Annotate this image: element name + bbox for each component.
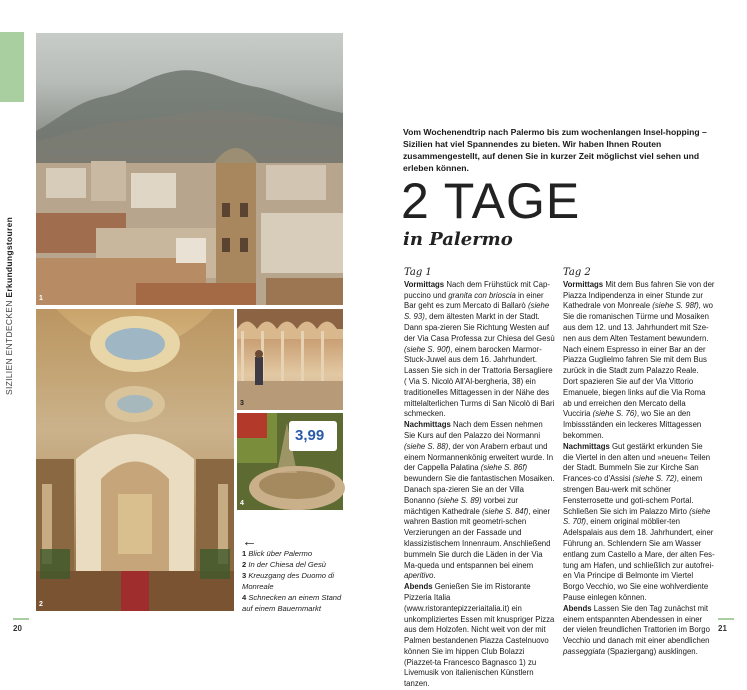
- day1-heading: Tag 1: [404, 267, 432, 278]
- section-label-bold: Erkundungstouren: [4, 216, 14, 298]
- photo-palermo-skyline: [36, 33, 343, 305]
- day1-abends: Abends Genießen Sie im Ristorante Pizzeria Italia (www.ristorantepizzeriaitalia.it) ein unkompliziertes Essen mit knuspriger Pizza aus dem Holzofen. Nicht weit von der mit Palmen bestandenen Piazza Castelnuovo können Sie im hippen Club Bolazzi (Piazzet-ta Francesco Bagnasco 1) zu Livemusik von italienischen Künstlern tanzen.: [404, 582, 555, 689]
- photo-captions: [242, 548, 352, 614]
- intro-text: Vom Wochenendtrip nach Palermo bis zum wochenlangen Insel-hopping – Sizilien hat viel Spannendes zu bieten. Wir haben Ihnen Routen zusammengestellt, auf denen Sie in kurzer Zeit möglichst viel sehen und erleben können.: [403, 127, 707, 173]
- day2-vormittags: Vormittags Mit dem Bus fahren Sie von der Piazza Indipendenza in einer Stunde zur Kathedrale von Monreale (siehe S. 98f), wo Sie die romanischen Türme und Mosaiken aus dem 12. und 13. Jahrhundert mit Sze-nen aus dem Alten Testament bewundern. Nach einem Espresso in einer Bar an der Piazza Guglielmo fahren Sie mit dem Bus zurück in die Stadt zum Palazzo Reale. Dort spazieren Sie auf der Via Vittorio Emanuele, biegen links auf die Via Roma ab und erreichen den Mercato della Vucciria (siehe S. 76), wo Sie an den Imbissständen ein leckeres Mittagessen bekommen.: [563, 279, 715, 440]
- day2-heading: Tag 2: [563, 267, 591, 278]
- caption-item: 3 Kreuzgang des Duomo di Monreale: [242, 571, 335, 591]
- day1-nachmittags: Nachmittags Nach dem Essen nehmen Sie Kurs auf den Palazzo dei Normanni (siehe S. 88), der von Arabern erbaut und einem Normannenkönig erweitert wurde. In der Cappella Palatina (siehe S. 86f) bewundern Sie die fantastischen Mosaiken. Danach spa-zieren Sie an der Villa Bonanno (siehe S. 89) vorbei zur mächtigen Kathedrale (siehe S. 84f), einer wahren Bastion mit geometri-schen Verzierungen an der Fassade und klassizistischem Innenraum. Anschließend bummeln Sie durch die Läden in der Via Ma-queda und entspannen bei einem aperitivo.: [404, 420, 555, 581]
- price-sign: 3,99: [295, 427, 325, 444]
- day2-column: [563, 268, 715, 658]
- cloister-graphic: [237, 309, 343, 410]
- section-label-light: SIZILIEN ENTDECKEN: [4, 300, 14, 395]
- caption-item: 1 Blick über Palermo: [242, 549, 313, 558]
- section-tab: [0, 32, 24, 102]
- page-num-rule-left: [13, 618, 29, 620]
- photo-chiesa-del-gesu: [36, 309, 234, 611]
- section-label: [4, 216, 20, 395]
- page-number-right: 21: [718, 624, 727, 633]
- page-subtitle: in Palermo: [403, 229, 513, 250]
- market-graphic: [237, 413, 343, 510]
- arrow-left-icon: ←: [242, 533, 257, 550]
- page-title: 2 TAGE: [401, 173, 581, 229]
- photo-schnecken-markt: [237, 413, 343, 510]
- photo-number: 2: [39, 601, 43, 608]
- day1-column: [404, 268, 556, 690]
- caption-item: 4 Schnecken an einem Stand auf einem Bauernmarkt: [242, 593, 342, 613]
- page-number-left: 20: [13, 624, 22, 633]
- day1-vormittags: Vormittags Nach dem Frühstück mit Cap-puccino und granita con brioscia in einer Bar geht es zum Mercato di Ballarò (siehe S. 93), dem ältesten Markt in der Stadt. Dann spa-zieren Sie Richtung Westen auf der Via Casa Professa zur Chiesa del Gesù (siehe S. 90f), einem barocken Marmor-Stuck-Juwel aus dem 16. Jahrhundert. Lassen Sie sich in der Trattoria Bersagliere ( Via S. Nicolò All'Al-bergheria, 38) ein traditionelles Mittagessen in der Nähe des mittelalterlichen Turms di San Nicolò di Bari schmecken.: [404, 279, 555, 419]
- photo-number: 1: [39, 295, 43, 302]
- photo-kreuzgang-monreale: [237, 309, 343, 410]
- day2-nachmittags: Nachmittags Gut gestärkt erkunden Sie die Viertel in den alten und »neuen« Teilen der Stadt. Bummeln Sie zur Kirche San Frances-co d'Assisi (siehe S. 72), einem strengen Bau-werk mit schöner Fensterrosette und goti-schem Portal. Schließen Sie sich im Palazzo Mirto (siehe S. 70f), einem original möblier-ten Adelspalais aus dem 18. Jahrhundert, einer Führung an. Schlendern Sie am Wasser entlang zum Castello a Mare, der alten Fes-tung am Hafen, und schließlich zur autofrei-en Via Principe di Belmonte im Viertel Borgo Vecchio, wo Sie eine wohlverdiente Pause einlegen können.: [563, 441, 715, 602]
- day2-abends: Abends Lassen Sie den Tag zunächst mit einem entspannten Abendessen in einer der vielen freundlichen Trattorien im Borgo Vecchio und danach mit einer abendlichen passeggiata (Spaziergang) ausklingen.: [563, 603, 710, 656]
- photo-number: 3: [240, 400, 244, 407]
- page-num-rule-right: [718, 618, 734, 620]
- photo-number: 4: [240, 500, 244, 507]
- caption-item: 2 In der Chiesa del Gesù: [242, 560, 327, 569]
- church-interior-graphic: [36, 309, 234, 611]
- city-graphic: [36, 143, 343, 305]
